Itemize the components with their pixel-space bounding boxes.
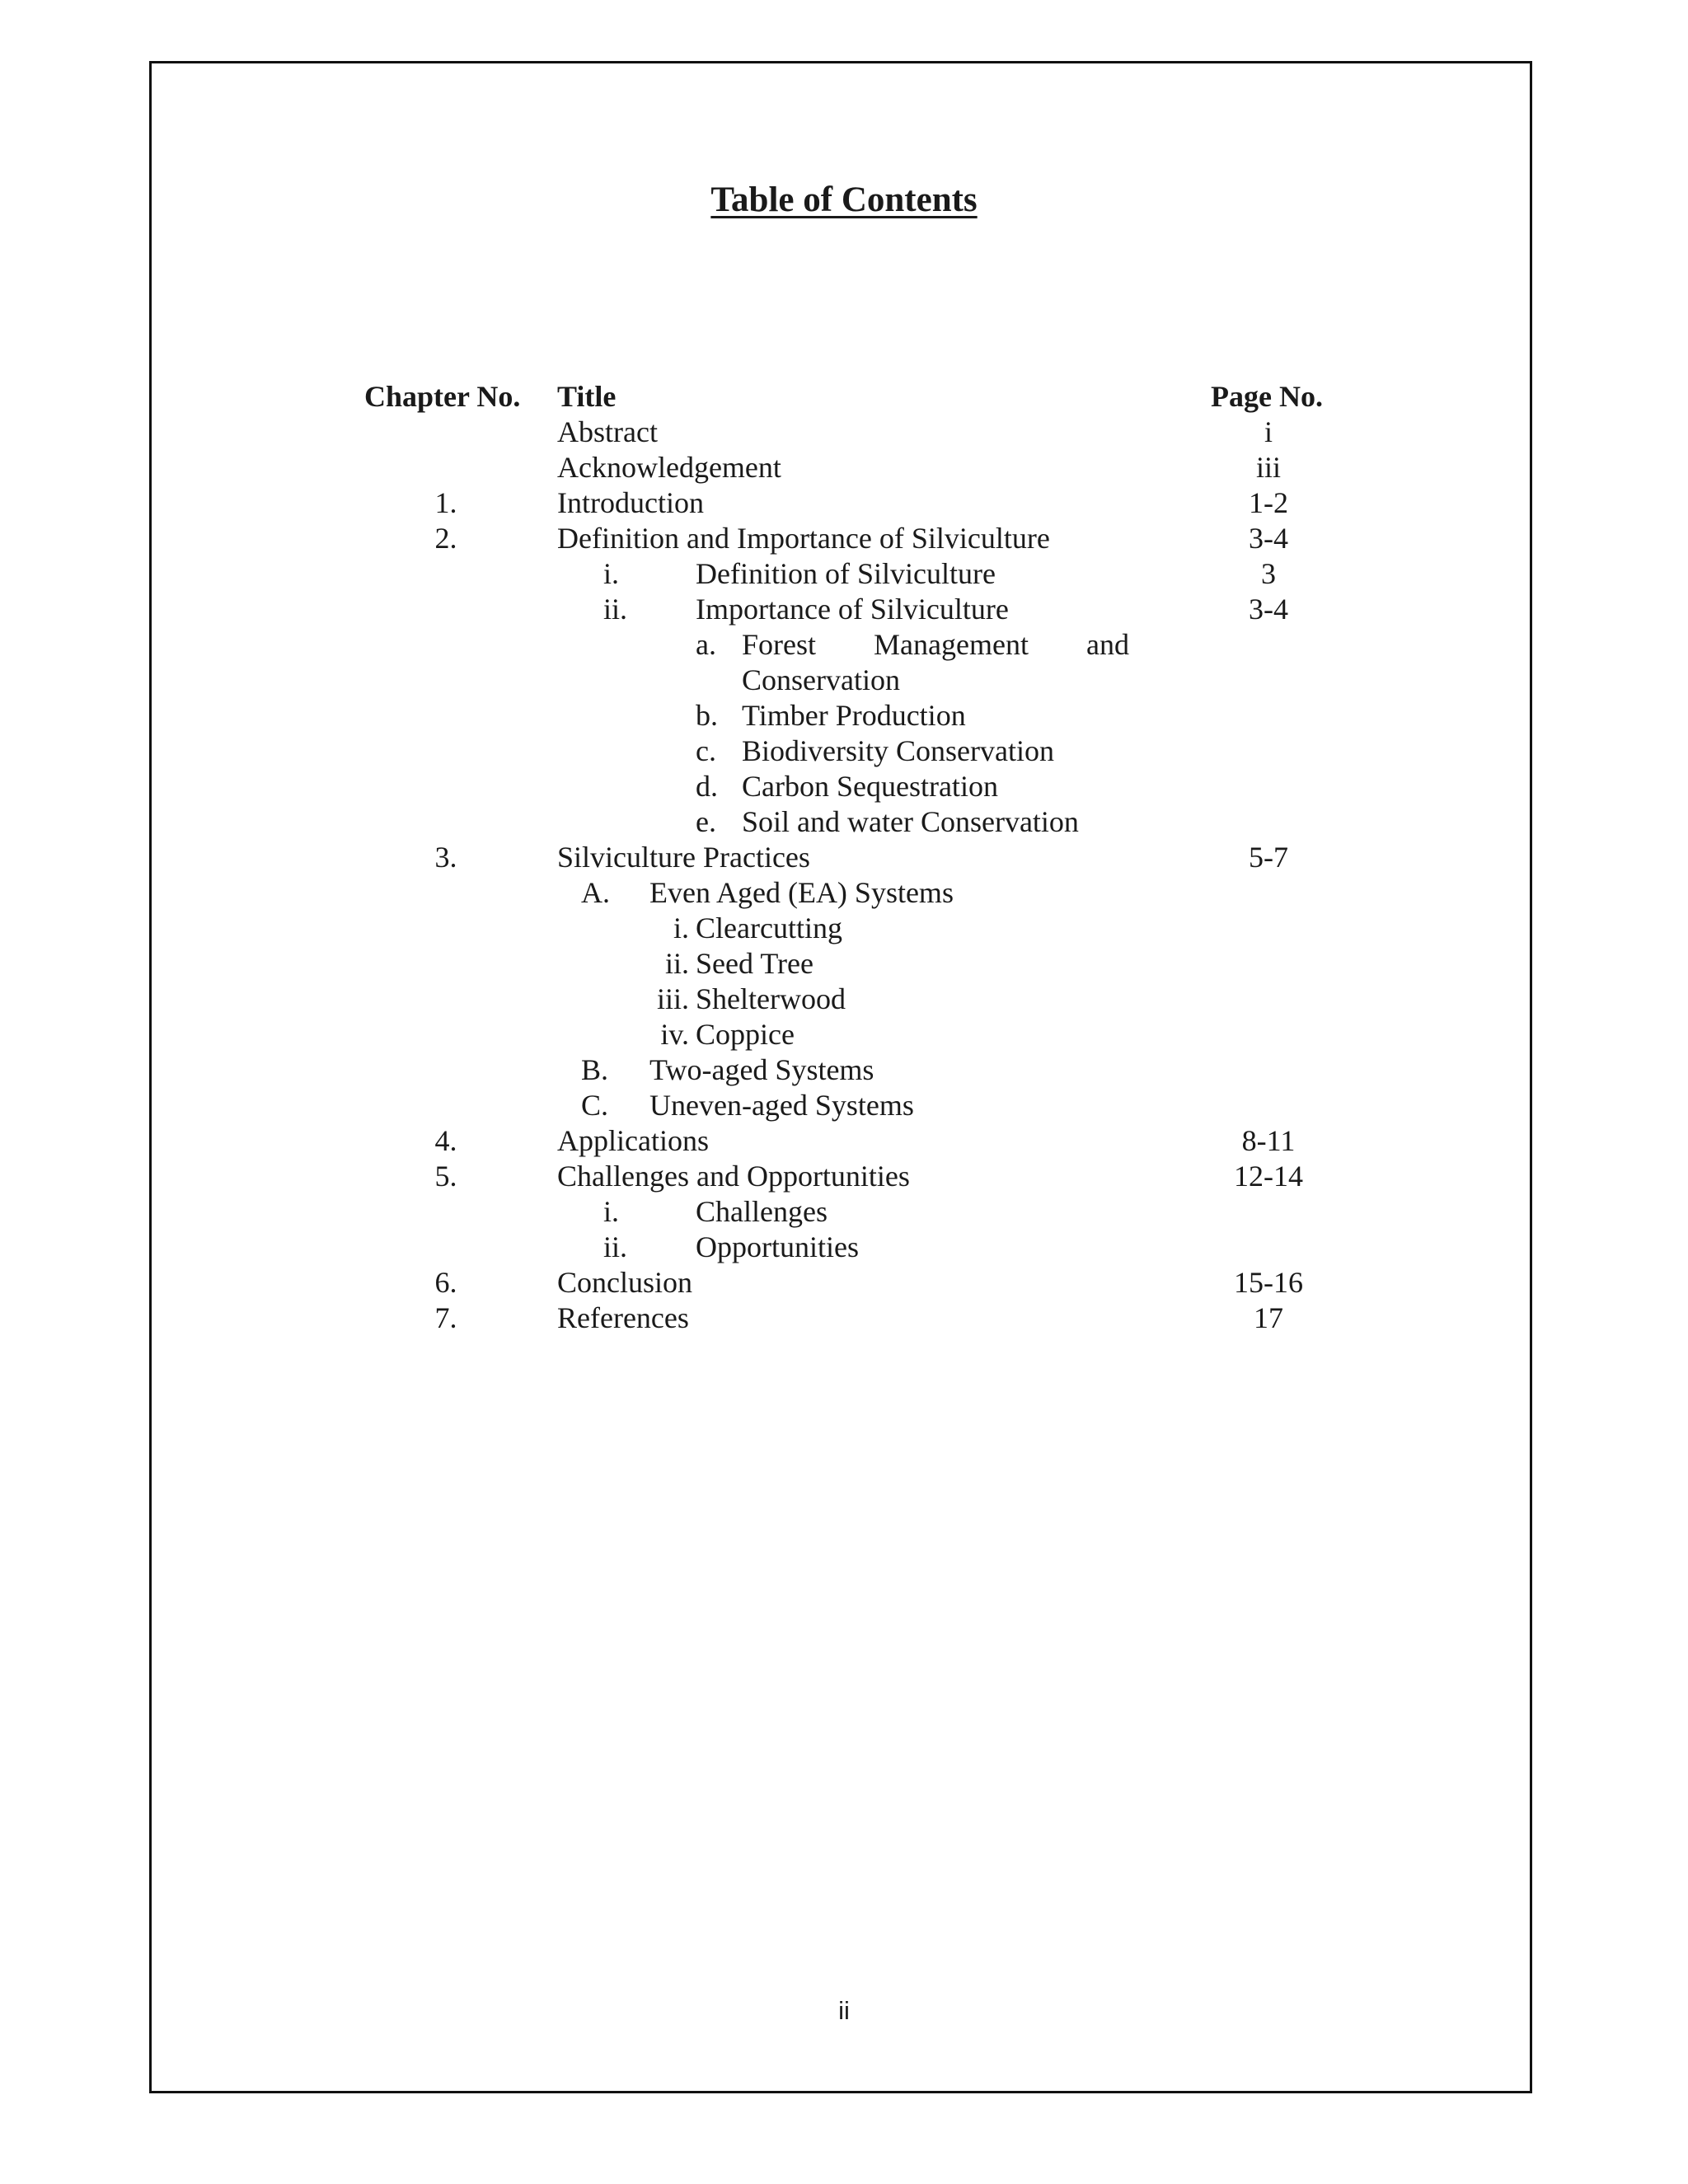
toc-word: Management: [874, 628, 1029, 661]
toc-title-abstract: Abstract: [557, 415, 658, 448]
toc-title-timber-production: Timber Production: [742, 699, 966, 732]
toc-num-A-iv: iv.: [660, 1018, 689, 1051]
toc-title-coppice: Coppice: [696, 1018, 795, 1051]
toc-title-clearcutting: Clearcutting: [696, 912, 842, 944]
toc-word: and: [1086, 628, 1129, 661]
toc-title-uneven-aged: Uneven-aged Systems: [649, 1089, 914, 1122]
toc-page-challenges-opportunities: 12-14: [1234, 1160, 1303, 1193]
toc-num-A-i: i.: [673, 912, 689, 944]
toc-num-2-i: i.: [603, 557, 620, 590]
header-title: Title: [557, 380, 617, 413]
toc-num-b: b.: [696, 699, 718, 732]
toc-title-shelterwood: Shelterwood: [696, 982, 846, 1015]
toc-num-2-ii: ii.: [603, 593, 628, 626]
toc-num-2: 2.: [434, 522, 457, 555]
toc-num-C: C.: [581, 1089, 609, 1122]
toc-num-A-ii: ii.: [664, 947, 689, 980]
toc-title-conclusion: Conclusion: [557, 1266, 693, 1299]
toc-num-d: d.: [696, 770, 718, 803]
header-page-no: Page No.: [1211, 380, 1323, 413]
toc-title-definition-importance: Definition and Importance of Silviculture: [557, 522, 1050, 555]
toc-num-B: B.: [581, 1053, 609, 1086]
toc-num-5-ii: ii.: [603, 1230, 628, 1263]
toc-title-forest-management-cont: Conservation: [742, 663, 900, 696]
toc-num-A: A.: [581, 876, 610, 909]
toc-title-forest-management-line: [742, 627, 1129, 663]
toc-num-4: 4.: [434, 1124, 457, 1157]
toc-page-practices: 5-7: [1249, 841, 1288, 874]
toc-page-applications: 8-11: [1241, 1124, 1296, 1157]
toc-page-definition-importance: 3-4: [1249, 522, 1288, 555]
toc-title-references: References: [557, 1301, 689, 1334]
toc-title-practices: Silviculture Practices: [557, 841, 810, 874]
toc-title-applications: Applications: [557, 1124, 709, 1157]
toc-title-acknowledgement: Acknowledgement: [557, 451, 781, 484]
toc-num-7: 7.: [434, 1301, 457, 1334]
toc-num-A-iii: iii.: [656, 982, 689, 1015]
toc-num-e: e.: [696, 805, 716, 838]
toc-page-abstract: i: [1264, 415, 1273, 448]
toc-page-importance: 3-4: [1249, 593, 1288, 626]
toc-num-c: c.: [696, 734, 716, 767]
toc-num-5: 5.: [434, 1160, 457, 1193]
toc-page-introduction: 1-2: [1249, 486, 1288, 519]
toc-title-importance: Importance of Silviculture: [696, 593, 1009, 626]
toc-title-challenges-opportunities: Challenges and Opportunities: [557, 1160, 910, 1193]
toc-title-even-aged: Even Aged (EA) Systems: [649, 876, 954, 909]
toc-page-references: 17: [1254, 1301, 1283, 1334]
toc-page-definition: 3: [1261, 557, 1276, 590]
toc-word: Forest: [742, 628, 816, 661]
toc-num-a: a.: [696, 628, 716, 661]
toc-title-two-aged: Two-aged Systems: [649, 1053, 874, 1086]
header-chapter-no: Chapter No.: [364, 380, 521, 413]
toc-title-opportunities: Opportunities: [696, 1230, 859, 1263]
toc-num-5-i: i.: [603, 1195, 620, 1228]
toc-page-conclusion: 15-16: [1234, 1266, 1303, 1299]
toc-title-carbon: Carbon Sequestration: [742, 770, 998, 803]
toc-title-definition: Definition of Silviculture: [696, 557, 996, 590]
toc-title-seed-tree: Seed Tree: [696, 947, 814, 980]
toc-title-introduction: Introduction: [557, 486, 704, 519]
toc-title-biodiversity: Biodiversity Conservation: [742, 734, 1054, 767]
toc-page-acknowledgement: iii: [1255, 451, 1281, 484]
page-title: Table of Contents: [710, 180, 978, 219]
footer-page-number: ii: [838, 1996, 850, 2025]
toc-num-1: 1.: [434, 486, 457, 519]
toc-num-3: 3.: [434, 841, 457, 874]
toc-num-6: 6.: [434, 1266, 457, 1299]
toc-title-challenges: Challenges: [696, 1195, 828, 1228]
toc-title-soil-water: Soil and water Conservation: [742, 805, 1079, 838]
